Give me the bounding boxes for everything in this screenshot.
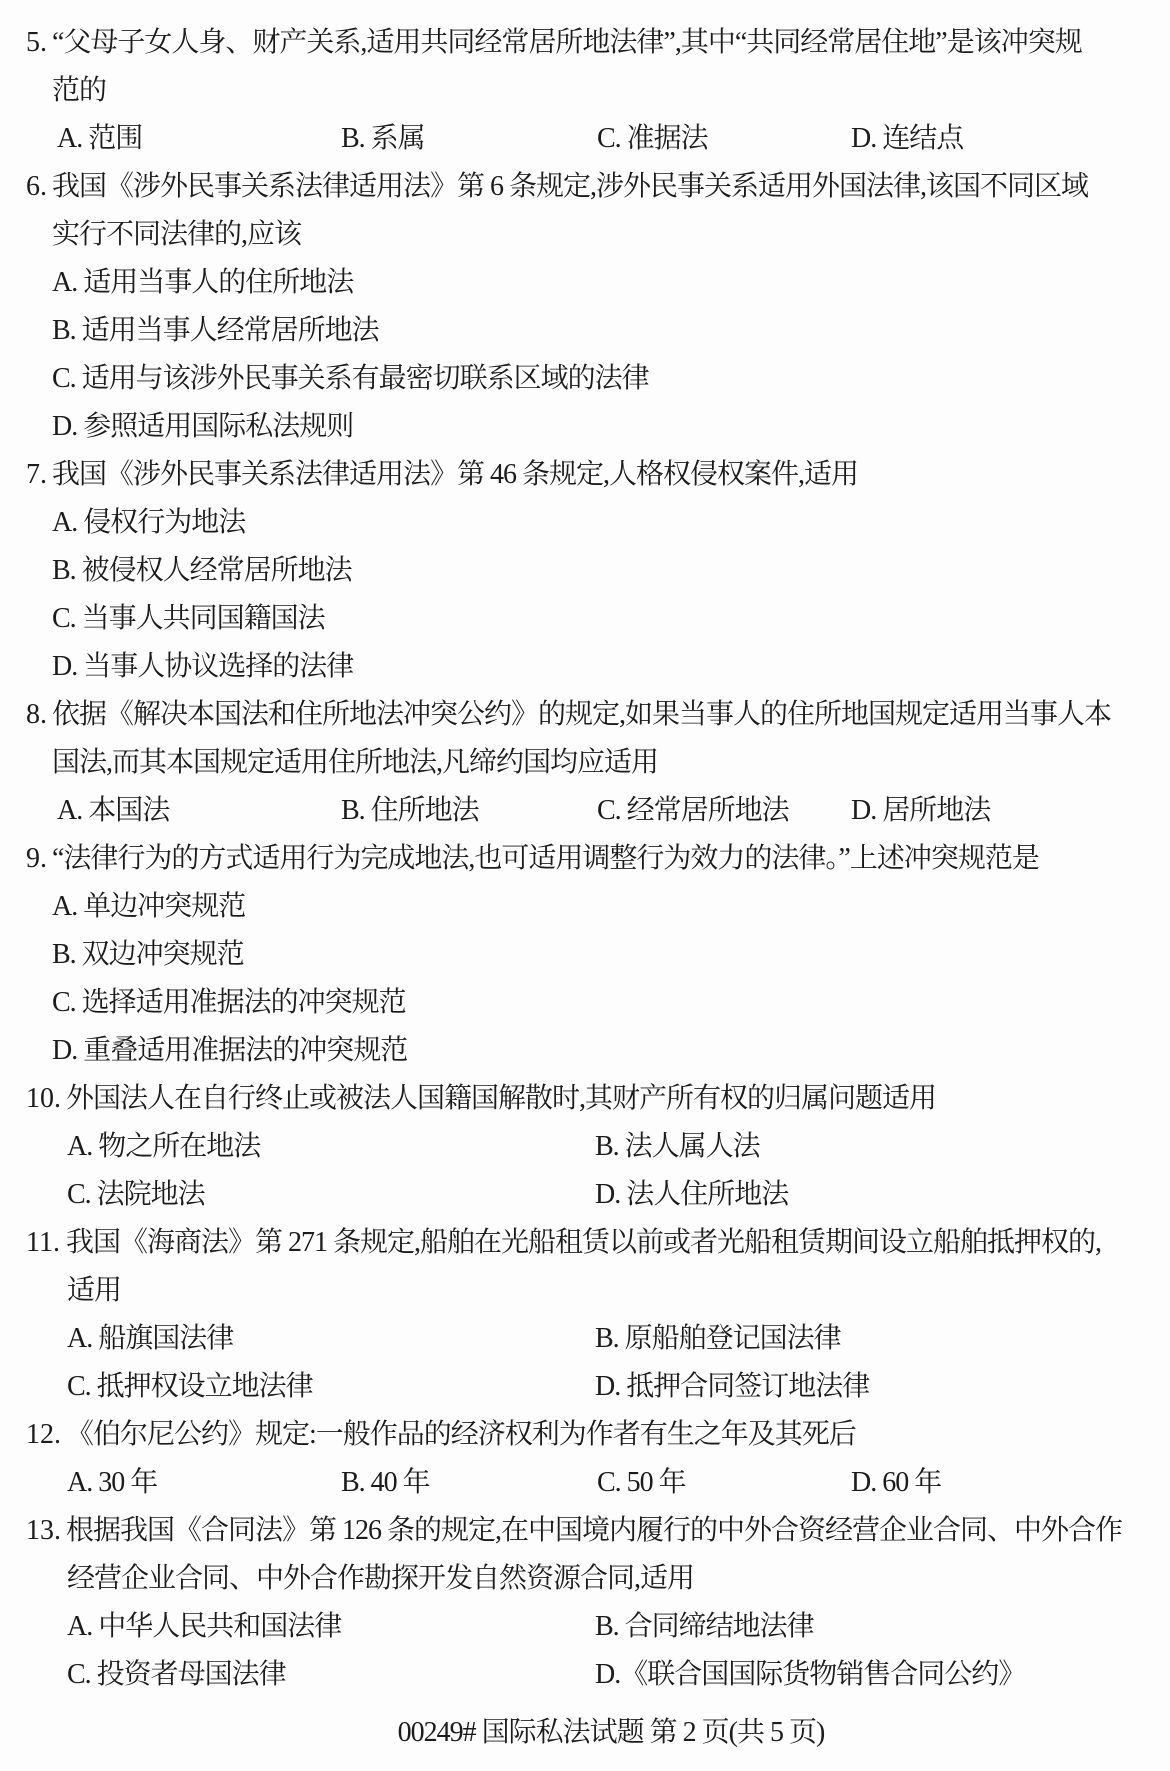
question-8-option-c: C. 经常居所地法 <box>597 795 789 826</box>
question-10-options-row-1 <box>0 1123 1170 1171</box>
question-11-option-a: A. 船旗国法律 <box>67 1323 234 1354</box>
question-12-option-c: C. 50 年 <box>597 1467 686 1498</box>
question-13-option-d: D.《联合国国际货物销售合同公约》 <box>595 1659 1026 1690</box>
question-8-options-row <box>0 787 1170 835</box>
question-7-number: 7. <box>26 459 47 490</box>
question-10-options-row-2 <box>0 1171 1170 1219</box>
question-11-option-d: D. 抵押合同签订地法律 <box>595 1371 870 1402</box>
question-9-number: 9. <box>26 843 47 874</box>
question-6-option-d: D. 参照适用国际私法规则 <box>52 411 354 442</box>
question-7-stem-line-1 <box>0 451 1170 499</box>
question-13-stem-line-1 <box>0 1507 1170 1555</box>
question-8-number: 8. <box>26 699 47 730</box>
question-13-option-a: A. 中华人民共和国法律 <box>67 1611 342 1642</box>
question-9-option-b: B. 双边冲突规范 <box>52 939 244 970</box>
question-5-option-b: B. 系属 <box>341 123 425 154</box>
question-8-option-a: A. 本国法 <box>57 795 170 826</box>
question-10-option-d: D. 法人住所地法 <box>595 1179 789 1210</box>
question-10-stem-line-1 <box>0 1075 1170 1123</box>
question-9-stem-line-1 <box>0 835 1170 883</box>
question-10-stem-text: 外国法人在自行终止或被法人国籍国解散时,其财产所有权的归属问题适用 <box>66 1083 937 1114</box>
page-footer: 00249# 国际私法试题 第 2 页(共 5 页) <box>397 1717 825 1748</box>
question-9-option-c: C. 选择适用准据法的冲突规范 <box>52 987 406 1018</box>
question-7-option-b: B. 被侵权人经常居所地法 <box>52 555 352 586</box>
question-12-options-row <box>0 1459 1170 1507</box>
question-6-stem-line-2: 实行不同法律的,应该 <box>52 219 302 250</box>
question-5-option-a: A. 范围 <box>57 123 143 154</box>
question-10-option-c: C. 法院地法 <box>67 1179 205 1210</box>
question-10-number: 10. <box>26 1083 61 1114</box>
question-7-option-c: C. 当事人共同国籍国法 <box>52 603 325 634</box>
question-9-option-d: D. 重叠适用准据法的冲突规范 <box>52 1035 408 1066</box>
question-6-stem-line-1 <box>0 163 1170 211</box>
question-9-option-a: A. 单边冲突规范 <box>52 891 246 922</box>
question-11-number: 11. <box>26 1227 60 1258</box>
question-12-number: 12. <box>26 1419 61 1450</box>
question-5-stem-line-2: 范的 <box>52 75 107 106</box>
question-5-stem-line-1 <box>0 19 1170 67</box>
question-5-option-c: C. 准据法 <box>597 123 708 154</box>
question-12-option-a: A. 30 年 <box>67 1467 158 1498</box>
question-11-options-row-1 <box>0 1315 1170 1363</box>
question-13-stem-line-2: 经营企业合同、中外合作勘探开发自然资源合同,适用 <box>67 1563 695 1594</box>
question-12-stem-line-1 <box>0 1411 1170 1459</box>
question-7-option-a: A. 侵权行为地法 <box>52 507 246 538</box>
question-8-option-d: D. 居所地法 <box>851 795 991 826</box>
question-8-stem-line-1 <box>0 691 1170 739</box>
question-5-option-d: D. 连结点 <box>851 123 964 154</box>
question-6-option-b: B. 适用当事人经常居所地法 <box>52 315 379 346</box>
question-13-option-c: C. 投资者母国法律 <box>67 1659 286 1690</box>
question-11-options-row-2 <box>0 1363 1170 1411</box>
question-11-stem-text: 我国《海商法》第 271 条规定,船舶在光船租赁以前或者光船租赁期间设立船舶抵押权的, <box>66 1227 1102 1258</box>
question-11-stem-line-1 <box>0 1219 1170 1267</box>
question-8-option-b: B. 住所地法 <box>341 795 479 826</box>
question-12-option-b: B. 40 年 <box>341 1467 430 1498</box>
question-8-stem-text: 依据《解决本国法和住所地法冲突公约》的规定,如果当事人的住所地国规定适用当事人本 <box>52 699 1112 730</box>
question-13-number: 13. <box>26 1515 61 1546</box>
question-9-stem-text: “法律行为的方式适用行为完成地法,也可适用调整行为效力的法律。”上述冲突规范是 <box>52 843 1039 874</box>
question-5-options-row <box>0 115 1170 163</box>
question-11-stem-line-2: 适用 <box>67 1275 122 1306</box>
question-7-option-d: D. 当事人协议选择的法律 <box>52 651 354 682</box>
question-6-number: 6. <box>26 171 47 202</box>
question-12-stem-text: 《伯尔尼公约》规定:一般作品的经济权利为作者有生之年及其死后 <box>66 1419 856 1450</box>
question-13-options-row-1 <box>0 1603 1170 1651</box>
question-13-stem-text: 根据我国《合同法》第 126 条的规定,在中国境内履行的中外合资经营企业合同、中外合作 <box>66 1515 1123 1546</box>
question-8-stem-line-2: 国法,而其本国规定适用住所地法,凡缔约国均应适用 <box>52 747 659 778</box>
question-11-option-c: C. 抵押权设立地法律 <box>67 1371 313 1402</box>
question-7-stem-text: 我国《涉外民事关系法律适用法》第 46 条规定,人格权侵权案件,适用 <box>52 459 859 490</box>
question-13-option-b: B. 合同缔结地法律 <box>595 1611 814 1642</box>
question-5-number: 5. <box>26 27 47 58</box>
question-12-option-d: D. 60 年 <box>851 1467 942 1498</box>
question-11-option-b: B. 原船舶登记国法律 <box>595 1323 841 1354</box>
question-10-option-a: A. 物之所在地法 <box>67 1131 261 1162</box>
question-6-option-c: C. 适用与该涉外民事关系有最密切联系区域的法律 <box>52 363 649 394</box>
question-5-stem-text: “父母子女人身、财产关系,适用共同经常居所地法律”,其中“共同经常居住地”是该冲突规 <box>52 27 1082 58</box>
question-13-options-row-2 <box>0 1651 1170 1699</box>
question-10-option-b: B. 法人属人法 <box>595 1131 760 1162</box>
question-6-option-a: A. 适用当事人的住所地法 <box>52 267 354 298</box>
question-6-stem-text: 我国《涉外民事关系法律适用法》第 6 条规定,涉外民事关系适用外国法律,该国不同区域 <box>52 171 1089 202</box>
